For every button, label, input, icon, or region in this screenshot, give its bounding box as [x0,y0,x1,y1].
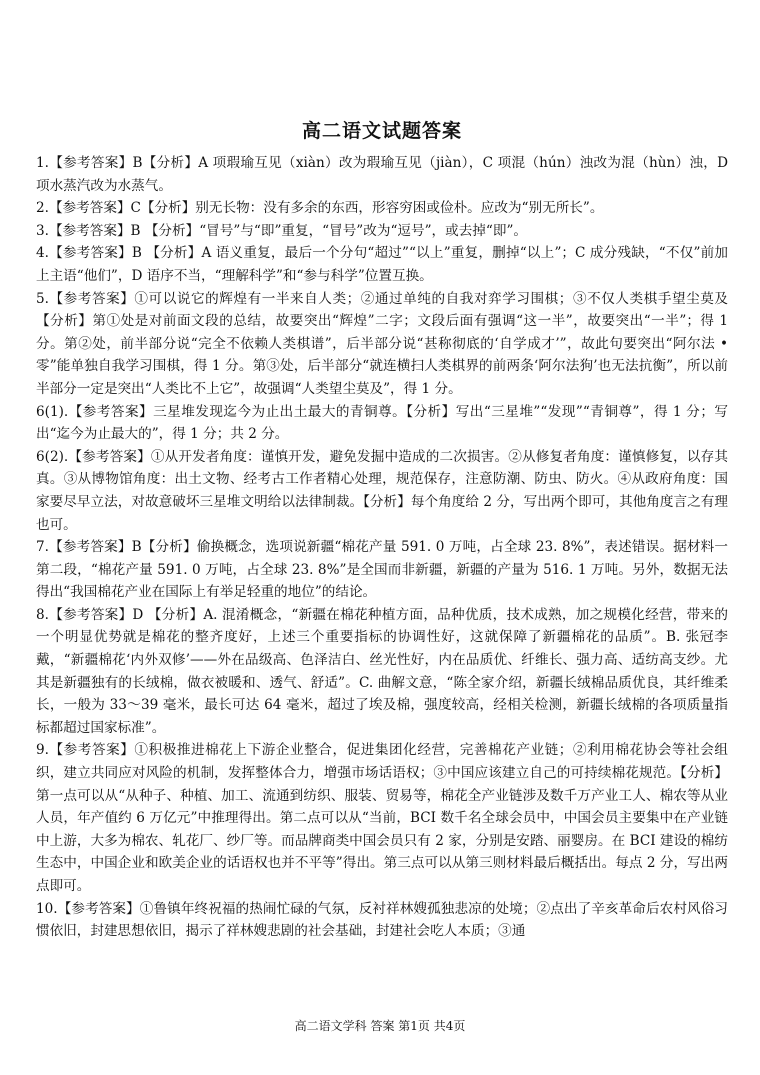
answer-item-6-2: 6(2).【参考答案】①从开发者角度：谨慎开发，避免发掘中造成的二次损害。②从修复者角度：谨慎修复，以存其真。③从博物馆角度：出土文物、经考古工作者精心处理，规范保存，注意防潮、防虫、防火。④从政府角度：国家要尽早立法，对故意破坏三星堆文明给以法律制裁。【分析】每个角度给 2 分，写出两个即可，其他角度言之有理也可。 [36,448,728,533]
answer-item-8: 8.【参考答案】D 【分析】A. 混淆概念，“新疆在棉花种植方面，品种优质，技术成熟，加之规模化经营，带来的一个明显优势就是棉花的整齐度好，上述三个重要指标的协调性好，这就保障了新疆棉花的品质”。B. 张冠李戴，“新疆棉花‘内外双修’——外在品级高、色泽洁白、丝光性好，内在品质优、纤维长、强力高、适纺高支纱。尤其是新疆独有的长绒棉，做衣被暖和、透气、舒适”。C. 曲解文意，“陈全家介绍，新疆长绒棉品质优良，其纤维柔长，一般为 33～39 毫米，最长可达 64 毫米，超过了埃及棉，强度较高，经相关检测，新疆长绒棉的各项质量指标都超过国家标准”。 [36,606,728,736]
answer-item-10: 10.【参考答案】①鲁镇年终祝福的热闹忙碌的气氛，反衬祥林嫂孤独悲凉的处境；②点出了辛亥革命后农村风俗习惯依旧，封建思想依旧，揭示了祥林嫂悲剧的社会基础，封建社会吃人本质；③通 [36,900,728,940]
answer-item-1: 1.【参考答案】B【分析】A 项瑕瑜互见（xiàn）改为瑕瑜互见（jiàn），C 项混（hún）浊改为混（hùn）浊，D 项水蒸汽改为水蒸气。 [36,155,728,194]
page-title: 高二语文试题答案 [301,120,462,142]
answer-list [36,152,728,943]
answer-item-5: 5.【参考答案】①可以说它的辉煌有一半来自人类；②通过单纯的自我对弈学习围棋；③不仅人类棋手望尘莫及【分析】第①处是对前面文段的总结，故要突出“辉煌”二字；文段后面有强调“这一半”，故要突出“一半”；得 1 分。第②处，前半部分说“完全不依赖人类棋谱”，后半部分说“甚称彻底的‘自学成才’”，故此句要突出“阿尔法 • 零”能单独自我学习围棋，得 1 分。第③处，后半部分“就连横扫人类棋界的前两条‘阿尔法狗’也无法抗衡”，所以前半部分一定是突出“人类比不上它”，故强调“人类望尘莫及”，得 1 分。 [36,290,728,397]
answer-item-6-1: 6(1).【参考答案】三星堆发现迄今为止出土最大的青铜尊。【分析】写出“三星堆”“发现”“青铜尊”，得 1 分；写出“迄今为止最大的”，得 1 分；共 2 分。 [36,403,728,443]
answer-item-3: 3.【参考答案】B 【分析】“冒号”与“即”重复，“冒号”改为“逗号”，或去掉“即”。 [36,222,527,239]
page-footer: 高二语文学科 答案 第1页 共4页 [294,1019,466,1033]
answer-item-4: 4.【参考答案】B 【分析】A 语义重复，最后一个分句“超过”“以上”重复，删掉“以上”；C 成分残缺，“不仅”前加上主语“他们”，D 语序不当，“理解科学”和“参与科学”位置互换。 [36,245,728,284]
answer-item-9: 9.【参考答案】①积极推进棉花上下游企业整合，促进集团化经营，完善棉花产业链；②利用棉花协会等社会组织，建立共同应对风险的机制，发挥整体合力，增强市场话语权；③中国应该建立自己的可持续棉花规范。【分析】第一点可以从“从种子、种植、加工、流通到纺织、服装、贸易等，棉花全产业链涉及数千万产业工人、棉农等从业人员，年产值约 6 万亿元”中推理得出。第二点可以从“当前，BCI 数千名全球会员中，中国会员主要集中在产业链中上游，大多为棉农、轧花厂、纱厂等。而品牌商类中国会员只有 2 家，分别是安踏、丽婴房。在 BCI 建设的棉纺生态中，中国企业和欧美企业的话语权也并不平等”得出。第三点可以从第三则材料最后概括出。每点 2 分，写出两点即可。 [36,742,728,894]
answer-item-2: 2.【参考答案】C【分析】别无长物：没有多余的东西，形容穷困或俭朴。应改为“别无所长”。 [36,200,604,217]
answer-item-7: 7.【参考答案】B【分析】偷换概念，选项说新疆“棉花产量 591. 0 万吨，占全球 23. 8%”，表述错误。据材料一第二段，“棉花产量 591. 0 万吨，占全球 23. 8%”是全国而非新疆，新疆的产量为 516. 1 万吨。另外，数据无法得出“我国棉花产业在国际上有举足轻重的地位”的结论。 [36,539,728,601]
